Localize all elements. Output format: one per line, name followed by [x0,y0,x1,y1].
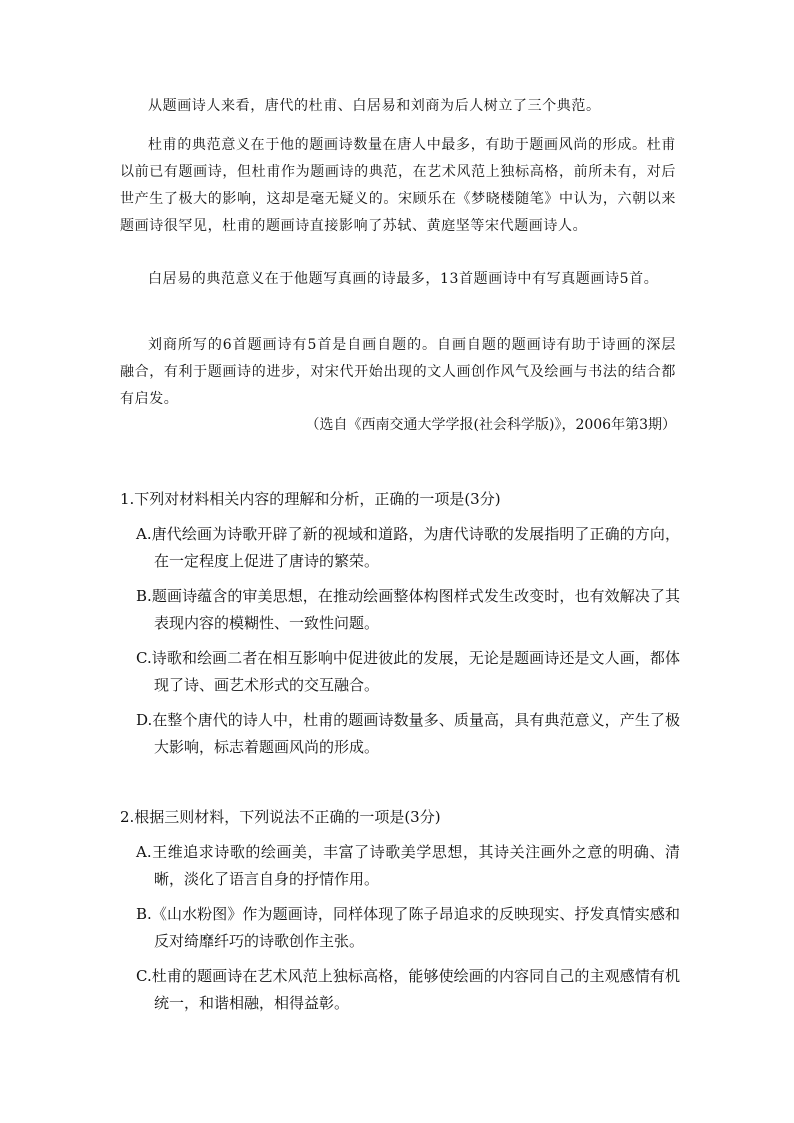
option-b[interactable] [120,901,680,955]
option-a[interactable] [120,839,680,893]
option-letter: A. [136,525,152,543]
option-text: 在整个唐代的诗人中，杜甫的题画诗数量多、质量高，具有典范意义，产生了极大影响，标志着题画风尚的形成。 [152,711,680,756]
option-text: 杜甫的题画诗在艺术风范上独标高格，能够使绘画的内容同自己的主观感情有机统一，和谐相融，相得益彰。 [151,967,680,1012]
question-1 [120,486,680,769]
option-text: 题画诗蕴含的审美思想，在推动绘画整体构图样式发生改变时，也有效解决了其表现内容的模糊性、一致性问题。 [151,587,680,632]
option-letter: A. [136,843,152,861]
passage-paragraph-4: 刘商所写的6首题画诗有5首是自画自题的。自画自题的题画诗有助于诗画的深层融合，有利于题画诗的进步，对宋代开始出现的文人画创作风气及绘画与书法的结合都有启发。 [120,337,676,407]
option-letter: D. [136,711,153,729]
option-b[interactable] [120,583,680,637]
option-d[interactable] [120,707,680,761]
passage-paragraph-3: 白居易的典范意义在于他题写真画的诗最多，13首题画诗中有写真题画诗5首。 [148,271,659,287]
question-stem: 2.根据三则材料，下列说法不正确的一项是(3分) [120,808,441,826]
option-a[interactable] [120,521,680,575]
option-text: 唐代绘画为诗歌开辟了新的视域和道路，为唐代诗歌的发展指明了正确的方向，在一定程度上促进了唐诗的繁荣。 [151,525,680,570]
question-stem: 1.下列对材料相关内容的理解和分析，正确的一项是(3分) [120,490,501,508]
passage-paragraph-1: 从题画诗人来看，唐代的杜甫、白居易和刘商为后人树立了三个典范。 [148,98,601,114]
option-c[interactable] [120,645,680,699]
passage-source: （选自《西南交通大学学报(社会科学版)》，2006年第3期） [305,417,676,433]
question-2 [120,804,680,1025]
option-c[interactable] [120,963,680,1017]
option-letter: C. [136,649,152,667]
passage-paragraph-2: 杜甫的典范意义在于他的题画诗数量在唐人中最多，有助于题画风尚的形成。杜甫以前已有题画诗，但杜甫作为题画诗的典范，在艺术风范上独标高格，前所未有，对后世产生了极大的影响，这却是毫无疑义的。宋顾乐在《梦晓楼随笔》中认为，六朝以来题画诗很罕见，杜甫的题画诗直接影响了苏轼、黄庭坚等宋代题画诗人。 [120,137,676,234]
option-letter: B. [136,587,152,605]
option-text: 《山水粉图》作为题画诗，同样体现了陈子昂追求的反映现实、抒发真情实感和反对绮靡纤巧的诗歌创作主张。 [151,905,680,950]
option-letter: C. [136,967,152,985]
option-letter: B. [136,905,152,923]
option-text: 诗歌和绘画二者在相互影响中促进彼此的发展，无论是题画诗还是文人画，都体现了诗、画艺术形式的交互融合。 [151,649,680,694]
option-text: 王维追求诗歌的绘画美，丰富了诗歌美学思想，其诗关注画外之意的明确、清晰，淡化了语言自身的抒情作用。 [151,843,680,888]
